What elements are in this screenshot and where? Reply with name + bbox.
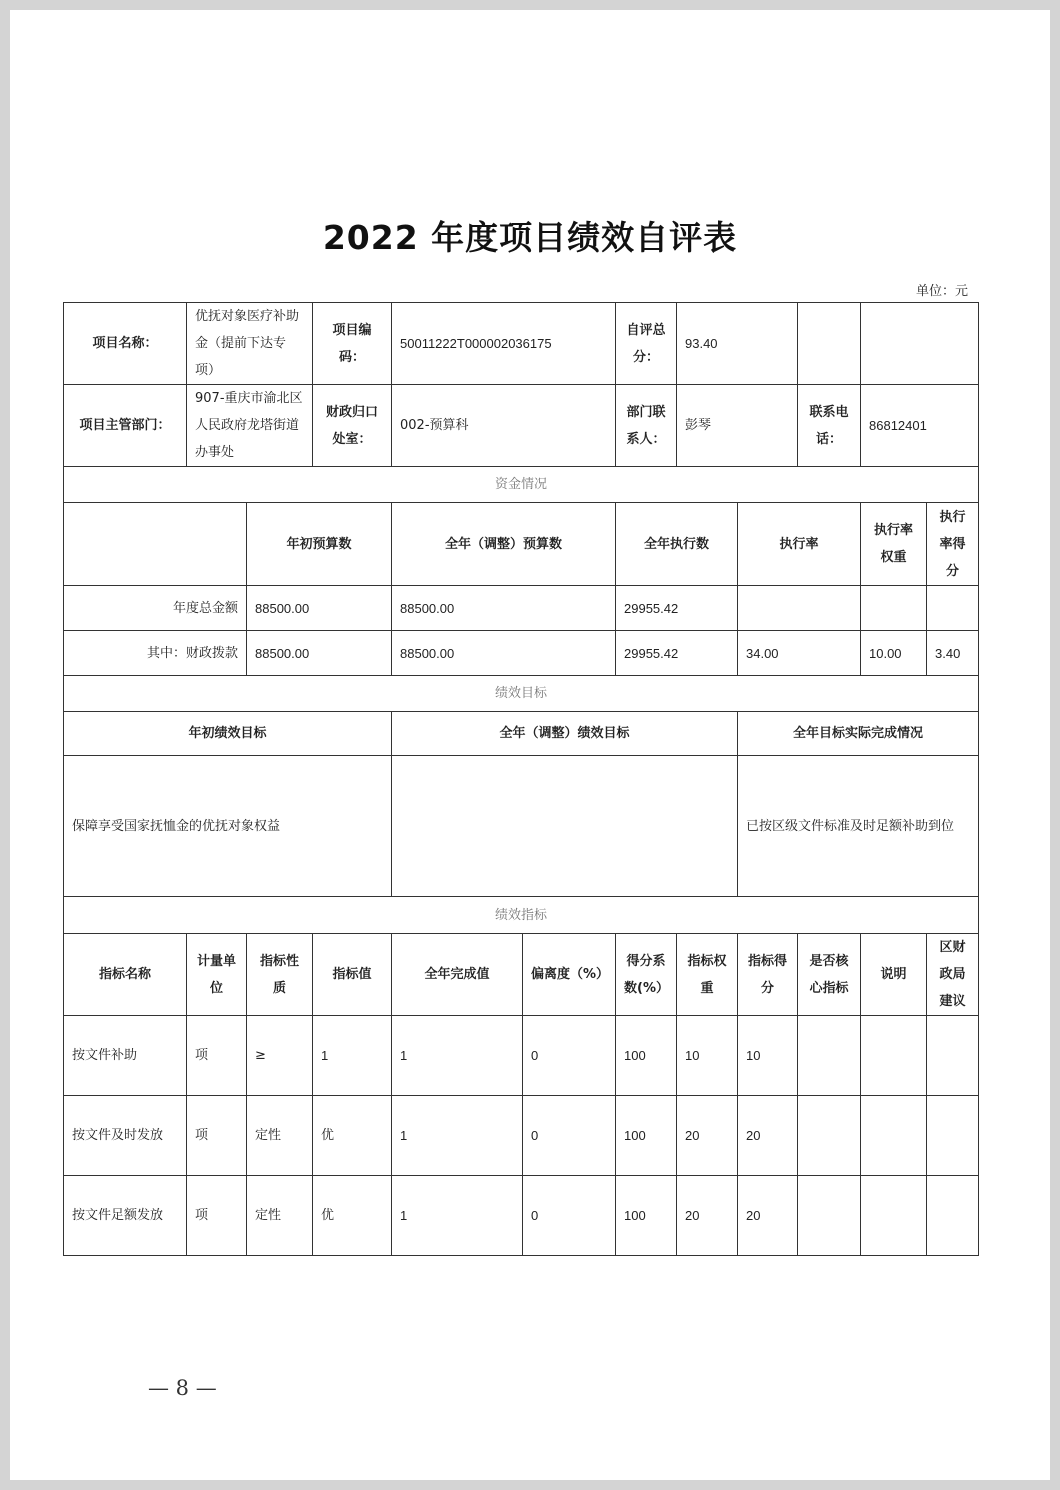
indicators-section-title: 绩效指标 (64, 897, 979, 934)
contact-label: 部门联系人： (616, 385, 677, 467)
ind-header-weight: 指标权重 (677, 934, 738, 1016)
ind-header-unit: 计量单位 (187, 934, 247, 1016)
ind-unit: 项 (187, 1096, 247, 1176)
funds-section-title: 资金情况 (64, 467, 979, 503)
ind-coef: 100 (616, 1176, 677, 1256)
funds-rate: 34.00 (738, 631, 861, 676)
ind-header-core: 是否核心指标 (798, 934, 861, 1016)
ind-header-deviation: 偏离度（%） (523, 934, 616, 1016)
funds-initial: 88500.00 (247, 631, 392, 676)
funds-row-label: 年度总金额 (64, 586, 247, 631)
table-row (64, 631, 979, 676)
ind-name: 按文件及时发放 (64, 1096, 187, 1176)
phone-value: 86812401 (861, 385, 979, 467)
ind-note (861, 1016, 927, 1096)
ind-core (798, 1016, 861, 1096)
ind-name: 按文件足额发放 (64, 1176, 187, 1256)
contact-value: 彭琴 (677, 385, 798, 467)
ind-value: 优 (313, 1096, 392, 1176)
project-name-value: 优抚对象医疗补助金（提前下达专项） (187, 303, 313, 385)
ind-header-completed: 全年完成值 (392, 934, 523, 1016)
ind-header-note: 说明 (861, 934, 927, 1016)
funds-header-executed: 全年执行数 (616, 503, 738, 586)
goals-table (63, 711, 979, 934)
ind-header-nature: 指标性质 (247, 934, 313, 1016)
ind-core (798, 1096, 861, 1176)
finance-value: 002-预算科 (392, 385, 616, 467)
project-code-label: 项目编码： (313, 303, 392, 385)
goal-adjusted-text (392, 756, 738, 897)
funds-initial: 88500.00 (247, 586, 392, 631)
ind-nature: 定性 (247, 1176, 313, 1256)
funds-header-rate: 执行率 (738, 503, 861, 586)
table-row (64, 1096, 979, 1176)
unit-label: 单位：元 (915, 284, 968, 299)
ind-nature: ≥ (247, 1016, 313, 1096)
ind-unit: 项 (187, 1176, 247, 1256)
table-row (64, 1176, 979, 1256)
ind-score: 10 (738, 1016, 798, 1096)
goal-actual-text: 已按区级文件标准及时足额补助到位 (738, 756, 979, 897)
page-number: — 8 — (148, 1376, 217, 1400)
ind-completed: 1 (392, 1096, 523, 1176)
ind-header-score: 指标得分 (738, 934, 798, 1016)
ind-value: 1 (313, 1016, 392, 1096)
empty-cell (861, 303, 979, 385)
ind-weight: 10 (677, 1016, 738, 1096)
dept-value: 907-重庆市渝北区人民政府龙塔街道办事处 (187, 385, 313, 467)
funds-header-score: 执行率得分 (927, 503, 979, 586)
ind-weight: 20 (677, 1096, 738, 1176)
ind-score: 20 (738, 1096, 798, 1176)
ind-header-name: 指标名称 (64, 934, 187, 1016)
phone-label: 联系电话： (798, 385, 861, 467)
ind-advice (927, 1176, 979, 1256)
funds-executed: 29955.42 (616, 631, 738, 676)
funds-adjusted: 88500.00 (392, 631, 616, 676)
ind-note (861, 1096, 927, 1176)
funds-header-weight: 执行率权重 (861, 503, 927, 586)
empty-cell (798, 303, 861, 385)
ind-header-advice: 区财政局建议 (927, 934, 979, 1016)
indicators-table (63, 933, 979, 1256)
ind-nature: 定性 (247, 1096, 313, 1176)
table-row (64, 1016, 979, 1096)
funds-adjusted: 88500.00 (392, 586, 616, 631)
finance-label: 财政归口处室： (313, 385, 392, 467)
funds-row-label: 其中：财政拨款 (64, 631, 247, 676)
project-code-value: 50011222T000002036175 (392, 303, 616, 385)
self-score-label: 自评总分： (616, 303, 677, 385)
ind-completed: 1 (392, 1176, 523, 1256)
goal-initial-text: 保障享受国家抚恤金的优抚对象权益 (64, 756, 392, 897)
goals-header-initial: 年初绩效目标 (64, 712, 392, 756)
funds-score (927, 586, 979, 631)
funds-header-blank (64, 503, 247, 586)
ind-deviation: 0 (523, 1096, 616, 1176)
ind-name: 按文件补助 (64, 1016, 187, 1096)
ind-header-value: 指标值 (313, 934, 392, 1016)
ind-completed: 1 (392, 1016, 523, 1096)
ind-value: 优 (313, 1176, 392, 1256)
ind-weight: 20 (677, 1176, 738, 1256)
ind-coef: 100 (616, 1016, 677, 1096)
ind-note (861, 1176, 927, 1256)
funds-header-adjusted: 全年（调整）预算数 (392, 503, 616, 586)
ind-advice (927, 1016, 979, 1096)
funds-weight (861, 586, 927, 631)
ind-core (798, 1176, 861, 1256)
ind-deviation: 0 (523, 1016, 616, 1096)
funds-header-initial: 年初预算数 (247, 503, 392, 586)
ind-unit: 项 (187, 1016, 247, 1096)
info-table (63, 302, 979, 503)
dept-label: 项目主管部门： (64, 385, 187, 467)
funds-weight: 10.00 (861, 631, 927, 676)
table-row (64, 586, 979, 631)
page-title: 2022 年度项目绩效自评表 (322, 218, 738, 257)
self-score-value: 93.40 (677, 303, 798, 385)
goals-header-adjusted: 全年（调整）绩效目标 (392, 712, 738, 756)
funds-score: 3.40 (927, 631, 979, 676)
funds-table (63, 502, 979, 712)
goals-section-title: 绩效目标 (64, 676, 979, 712)
funds-executed: 29955.42 (616, 586, 738, 631)
ind-coef: 100 (616, 1096, 677, 1176)
funds-rate (738, 586, 861, 631)
ind-advice (927, 1096, 979, 1176)
goals-header-actual: 全年目标实际完成情况 (738, 712, 979, 756)
ind-deviation: 0 (523, 1176, 616, 1256)
project-name-label: 项目名称： (64, 303, 187, 385)
ind-score: 20 (738, 1176, 798, 1256)
ind-header-coef: 得分系数(%） (616, 934, 677, 1016)
